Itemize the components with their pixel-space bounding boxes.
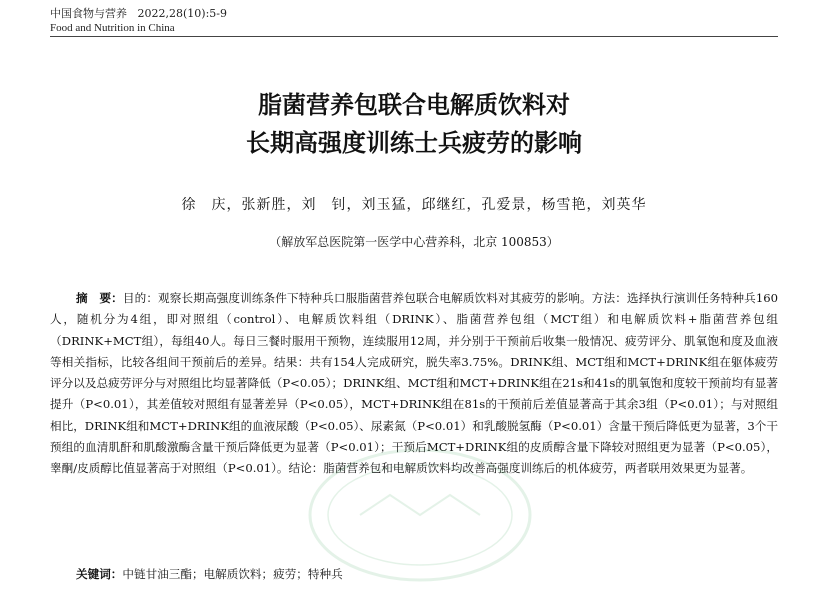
keywords-label: 关键词： [76, 567, 123, 581]
journal-header-line1 [50, 6, 227, 21]
affiliation: （解放军总医院第一医学中心营养科，北京 100853） [269, 235, 559, 249]
abstract-text: 目的：观察长期高强度训练条件下特种兵口服脂菌营养包联合电解质饮料对其疲劳的影响。方法：选择执行演训任务特种兵160人，随机分为4组，即对照组（control）、电解质饮料组（DRINK）、脂菌营养包组（MCT组）和电解质饮料+脂菌营养包组（DRINK+MCT组），每组40人。每日三餐时服用干预物，连续服用12周，并分别于干预前后收集一般情况、疲劳评分、肌氧饱和度及血液等相关指标，比较各组间干预前后的差异。结果：共有154人完成研究，脱失率3.75%。DRINK组、MCT组和MCT+DRINK组在躯体疲劳评分以及总疲劳评分与对照组比均显著降低（P<0.05）；DRINK组、MCT组和MCT+DRINK组在21s和41s的肌氧饱和度较干预前均有显著提升（P<0.01），其差值较对照组有显著差异（P<0.05），MCT+DRINK组在81s的干预前后差值显著高于其余3组（P<0.01）；与对照组相比，DRINK组和MCT+DRINK组的血液尿酸（P<0.05）、尿素氮（P<0.01）和乳酸脱氢酶（P<0.01）含量干预后降低更为显著，3个干预组的血清肌酐和肌酸激酶含量干预后降低更为显著（P<0.01）；干预后MCT+DRINK组的皮质醇含量下降较对照组更为显著（P<0.05），睾酮/皮质醇比值显著高于对照组（P<0.01）。结论：脂菌营养包和电解质饮料均改善高强度训练后的机体疲劳，两者联用效果更为显著。 [50, 291, 779, 476]
journal-issue: 2022,28(10):5-9 [137, 7, 227, 20]
author-list: 徐 庆，张新胜，刘 钊，刘玉猛，邱继红，孔爱景，杨雪艳，刘英华 [181, 197, 647, 213]
journal-header [50, 6, 227, 36]
paper-title-line1: 脂菌营养包联合电解质饮料对 [258, 91, 570, 119]
paper-title-line2: 长期高强度训练士兵疲劳的影响 [246, 129, 582, 157]
paper-title [0, 86, 828, 162]
keywords [76, 564, 776, 585]
abstract [50, 288, 778, 480]
header-divider [50, 36, 778, 37]
journal-name-cn: 中国食物与营养 [50, 7, 127, 20]
keywords-text: 中链甘油三酯；电解质饮料；疲劳；特种兵 [122, 567, 343, 581]
journal-name-en: Food and Nutrition in China [50, 22, 175, 34]
abstract-label: 摘 要： [76, 291, 123, 305]
